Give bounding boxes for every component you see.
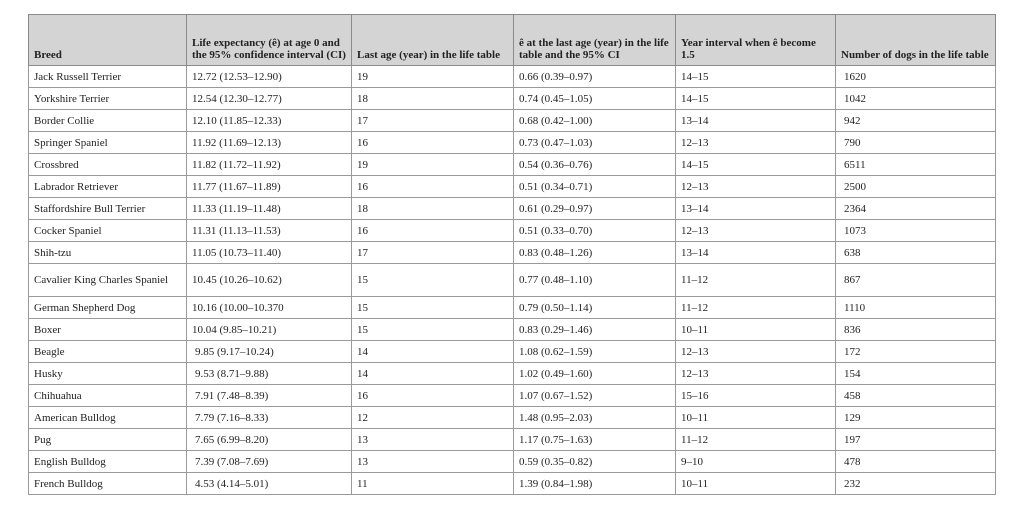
last-age-cell: 14 (352, 363, 514, 385)
year-interval-cell: 10–11 (676, 407, 836, 429)
last-age-cell: 16 (352, 132, 514, 154)
e-last-age-cell: 1.08 (0.62–1.59) (514, 341, 676, 363)
table-row (29, 363, 996, 385)
dog-count-cell: 2364 (836, 198, 996, 220)
e-last-age-cell: 0.79 (0.50–1.14) (514, 297, 676, 319)
last-age-cell: 16 (352, 220, 514, 242)
last-age-cell: 16 (352, 385, 514, 407)
dog-count-cell: 129 (836, 407, 996, 429)
table-row (29, 66, 996, 88)
breed-cell: Jack Russell Terrier (29, 66, 187, 88)
e-last-age-cell: 0.51 (0.33–0.70) (514, 220, 676, 242)
last-age-cell: 19 (352, 154, 514, 176)
table-header (29, 15, 996, 66)
breed-cell: German Shepherd Dog (29, 297, 187, 319)
dog-count-cell: 1620 (836, 66, 996, 88)
header-number-of-dogs: Number of dogs in the life table (836, 15, 996, 66)
breed-cell: Yorkshire Terrier (29, 88, 187, 110)
life-expectancy-cell: 7.39 (7.08–7.69) (187, 451, 352, 473)
last-age-cell: 15 (352, 264, 514, 297)
breed-cell: French Bulldog (29, 473, 187, 495)
breed-cell: Beagle (29, 341, 187, 363)
year-interval-cell: 11–12 (676, 429, 836, 451)
breed-cell: Pug (29, 429, 187, 451)
e-last-age-cell: 0.54 (0.36–0.76) (514, 154, 676, 176)
dog-count-cell: 867 (836, 264, 996, 297)
year-interval-cell: 12–13 (676, 132, 836, 154)
breed-cell: Shih-tzu (29, 242, 187, 264)
last-age-cell: 14 (352, 341, 514, 363)
dog-count-cell: 2500 (836, 176, 996, 198)
last-age-cell: 17 (352, 110, 514, 132)
breed-cell: Springer Spaniel (29, 132, 187, 154)
life-expectancy-cell: 12.10 (11.85–12.33) (187, 110, 352, 132)
e-last-age-cell: 0.66 (0.39–0.97) (514, 66, 676, 88)
last-age-cell: 13 (352, 451, 514, 473)
life-expectancy-cell: 11.92 (11.69–12.13) (187, 132, 352, 154)
last-age-cell: 16 (352, 176, 514, 198)
dog-count-cell: 790 (836, 132, 996, 154)
breed-cell: English Bulldog (29, 451, 187, 473)
life-expectancy-cell: 10.45 (10.26–10.62) (187, 264, 352, 297)
e-last-age-cell: 0.83 (0.48–1.26) (514, 242, 676, 264)
table-row (29, 297, 996, 319)
life-expectancy-cell: 10.04 (9.85–10.21) (187, 319, 352, 341)
table-row (29, 341, 996, 363)
table-row (29, 132, 996, 154)
e-last-age-cell: 0.73 (0.47–1.03) (514, 132, 676, 154)
table-row (29, 198, 996, 220)
table-container (28, 14, 995, 495)
dog-count-cell: 197 (836, 429, 996, 451)
table-body (29, 66, 996, 495)
breed-cell: Labrador Retriever (29, 176, 187, 198)
life-expectancy-cell: 9.53 (8.71–9.88) (187, 363, 352, 385)
table-row (29, 110, 996, 132)
table-row (29, 220, 996, 242)
year-interval-cell: 12–13 (676, 176, 836, 198)
life-expectancy-cell: 9.85 (9.17–10.24) (187, 341, 352, 363)
table-row (29, 429, 996, 451)
table-row (29, 154, 996, 176)
table-row (29, 473, 996, 495)
breed-cell: Border Collie (29, 110, 187, 132)
dog-count-cell: 1110 (836, 297, 996, 319)
header-e-last-age: ê at the last age (year) in the life table and the 95% CI (514, 15, 676, 66)
breed-cell: Staffordshire Bull Terrier (29, 198, 187, 220)
breed-cell: Crossbred (29, 154, 187, 176)
dog-count-cell: 478 (836, 451, 996, 473)
year-interval-cell: 11–12 (676, 297, 836, 319)
e-last-age-cell: 1.07 (0.67–1.52) (514, 385, 676, 407)
year-interval-cell: 14–15 (676, 154, 836, 176)
dog-count-cell: 1042 (836, 88, 996, 110)
year-interval-cell: 14–15 (676, 88, 836, 110)
breed-cell: Boxer (29, 319, 187, 341)
year-interval-cell: 10–11 (676, 319, 836, 341)
last-age-cell: 11 (352, 473, 514, 495)
header-row (29, 15, 996, 66)
life-expectancy-cell: 12.54 (12.30–12.77) (187, 88, 352, 110)
header-breed: Breed (29, 15, 187, 66)
e-last-age-cell: 0.68 (0.42–1.00) (514, 110, 676, 132)
dog-count-cell: 172 (836, 341, 996, 363)
e-last-age-cell: 0.77 (0.48–1.10) (514, 264, 676, 297)
dog-count-cell: 1073 (836, 220, 996, 242)
life-expectancy-cell: 7.91 (7.48–8.39) (187, 385, 352, 407)
life-expectancy-cell: 10.16 (10.00–10.370 (187, 297, 352, 319)
life-expectancy-cell: 7.79 (7.16–8.33) (187, 407, 352, 429)
e-last-age-cell: 1.39 (0.84–1.98) (514, 473, 676, 495)
year-interval-cell: 12–13 (676, 220, 836, 242)
year-interval-cell: 14–15 (676, 66, 836, 88)
life-expectancy-cell: 11.05 (10.73–11.40) (187, 242, 352, 264)
last-age-cell: 15 (352, 319, 514, 341)
life-expectancy-cell: 11.77 (11.67–11.89) (187, 176, 352, 198)
year-interval-cell: 11–12 (676, 264, 836, 297)
table-row (29, 88, 996, 110)
e-last-age-cell: 0.74 (0.45–1.05) (514, 88, 676, 110)
breed-cell: Cavalier King Charles Spaniel (29, 264, 187, 297)
breed-cell: American Bulldog (29, 407, 187, 429)
last-age-cell: 17 (352, 242, 514, 264)
e-last-age-cell: 1.48 (0.95–2.03) (514, 407, 676, 429)
breed-cell: Chihuahua (29, 385, 187, 407)
dog-count-cell: 232 (836, 473, 996, 495)
dog-count-cell: 836 (836, 319, 996, 341)
table-row (29, 319, 996, 341)
life-expectancy-cell: 4.53 (4.14–5.01) (187, 473, 352, 495)
life-expectancy-cell: 11.33 (11.19–11.48) (187, 198, 352, 220)
e-last-age-cell: 0.83 (0.29–1.46) (514, 319, 676, 341)
header-last-age: Last age (year) in the life table (352, 15, 514, 66)
table-row (29, 451, 996, 473)
year-interval-cell: 15–16 (676, 385, 836, 407)
year-interval-cell: 12–13 (676, 341, 836, 363)
dog-count-cell: 6511 (836, 154, 996, 176)
breed-cell: Cocker Spaniel (29, 220, 187, 242)
life-expectancy-cell: 12.72 (12.53–12.90) (187, 66, 352, 88)
header-life-expectancy: Life expectancy (ê) at age 0 and the 95% confidence interval (CI) (187, 15, 352, 66)
table-row (29, 242, 996, 264)
last-age-cell: 12 (352, 407, 514, 429)
table-row (29, 385, 996, 407)
e-last-age-cell: 1.17 (0.75–1.63) (514, 429, 676, 451)
table-row (29, 407, 996, 429)
year-interval-cell: 13–14 (676, 198, 836, 220)
e-last-age-cell: 1.02 (0.49–1.60) (514, 363, 676, 385)
year-interval-cell: 13–14 (676, 242, 836, 264)
last-age-cell: 18 (352, 198, 514, 220)
year-interval-cell: 9–10 (676, 451, 836, 473)
dog-count-cell: 154 (836, 363, 996, 385)
year-interval-cell: 12–13 (676, 363, 836, 385)
header-year-interval: Year interval when ê become 1.5 (676, 15, 836, 66)
year-interval-cell: 10–11 (676, 473, 836, 495)
dog-count-cell: 942 (836, 110, 996, 132)
year-interval-cell: 13–14 (676, 110, 836, 132)
table-row (29, 264, 996, 297)
life-expectancy-cell: 11.82 (11.72–11.92) (187, 154, 352, 176)
last-age-cell: 18 (352, 88, 514, 110)
e-last-age-cell: 0.59 (0.35–0.82) (514, 451, 676, 473)
dog-count-cell: 638 (836, 242, 996, 264)
life-expectancy-cell: 7.65 (6.99–8.20) (187, 429, 352, 451)
life-expectancy-cell: 11.31 (11.13–11.53) (187, 220, 352, 242)
last-age-cell: 13 (352, 429, 514, 451)
table-row (29, 176, 996, 198)
e-last-age-cell: 0.61 (0.29–0.97) (514, 198, 676, 220)
life-table (28, 14, 996, 495)
dog-count-cell: 458 (836, 385, 996, 407)
breed-cell: Husky (29, 363, 187, 385)
last-age-cell: 15 (352, 297, 514, 319)
last-age-cell: 19 (352, 66, 514, 88)
e-last-age-cell: 0.51 (0.34–0.71) (514, 176, 676, 198)
